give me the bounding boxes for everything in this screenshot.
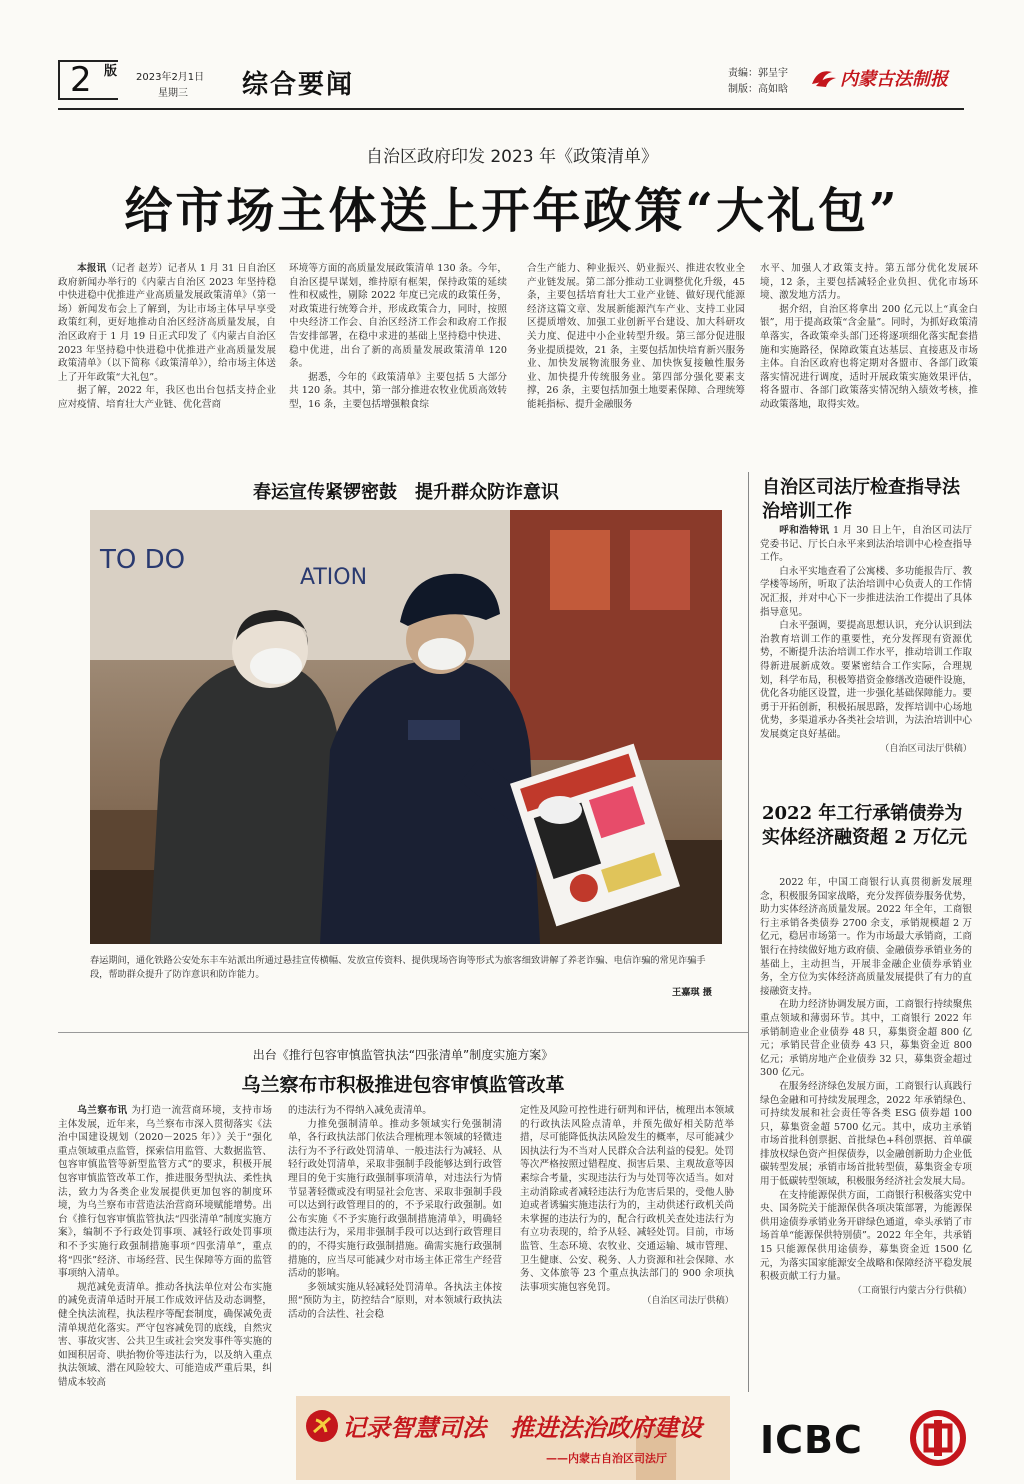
law-story-headline: 自治区司法厅检查指导法治培训工作 (762, 477, 960, 522)
paragraph: 环境等方面的高质量发展政策清单 130 条。今年，自治区提早谋划，维持原有框架，保持政策的延续性和权威性，剔除 2022 年度已完成的政策任务，对政策进行统筹合并，形成政策合力，同时，按照中央经济工作会、自治区经济工作会和政府工作报告安排部署，在稳中求进的基础上坚持稳中快进、稳中优进，出台了新的高质量发展政策清单 120 条。 (289, 263, 507, 370)
news-photo (90, 510, 722, 944)
icbc-story-body (760, 876, 972, 1297)
masthead-emblem-icon (812, 71, 836, 87)
lead-kicker: 自治区政府印发 2023 年《政策清单》 (365, 147, 659, 167)
dateline: 乌兰察布讯 (77, 1105, 128, 1116)
banner-text-left: TO DO (100, 545, 186, 575)
ulanqab-column-3 (520, 1104, 734, 1308)
banner-text-right: ATION (300, 565, 368, 590)
paragraph-text: 1 月 30 日上午，自治区司法厅党委书记、厅长白永平来到法治培训中心检查指导工作。 (760, 525, 972, 564)
section-title: 综合要闻 (242, 70, 355, 100)
source-credit: （工商银行内蒙古分行供稿） (852, 1284, 972, 1296)
law-story-body (760, 524, 972, 755)
icbc-emblem-icon (910, 1410, 966, 1466)
masthead-logo (810, 66, 970, 90)
paragraph-text: 为打造一流营商环境，支持市场主体发展，近年来，乌兰察布市深入贯彻落实《法治中国建设规划（2020－2025 年）》关于“强化重点领域重点监管，探索信用监管、大数据监管、包容审慎监管等新型监管方式”的要求，积极开展包容审慎监管改革工作，推进服务型执法、柔性执法，致力为各类企业发展提供更加包容的制度环境，为乌兰察布市营造法治营商环境赋能增势。出台《推行包容审慎监管执法“四张清单”制度实施方案》，编制不予行政处罚事项、减轻行政处罚事项和不予实施行政强制措施事项“四张清单”，重点将“四张”经济、市场经营、民生保障等方面的监管事项纳入清单。 (58, 1105, 273, 1280)
justice-bureau-banner (296, 1396, 730, 1480)
paragraph: 据了解，2022 年，我区也出台包括支持企业应对疫情、培育壮大产业链、优化营商 (58, 385, 276, 410)
header-divider (58, 108, 964, 110)
paragraph: 据悉，今年的《政策清单》主要包括 5 大部分共 120 条。其中，第一部分推进农牧业优质高效转型，16 条，主要包括增强粮食综 (289, 371, 507, 410)
page-number-box (58, 60, 118, 100)
paragraph: 在服务经济绿色发展方面，工商银行认真践行绿色金融和可持续发展理念，2022 年承销绿色、可持续发展和社会责任等各类 ESG 债券超 100 只，募集资金超 5700 亿元。其中，成功主承销市场首批科创票据、首批绿色+科创票据、首单碳排放权绿色资产担保债券，以金融创新助力企业低碳转型发展；承销市场首批转型债，募集资金专项用于低碳转型领域，积极服务经济社会发展大局。 (760, 1080, 972, 1188)
ulanqab-headline: 乌兰察布市积极推进包容审慎监管改革 (241, 1074, 565, 1096)
lead-column-1 (58, 262, 276, 412)
ulanqab-kicker: 出台《推行包容审慎监管执法“四张清单”制度实施方案》 (252, 1048, 554, 1062)
dateline: 本报讯 (77, 263, 107, 274)
section-divider (58, 1032, 748, 1033)
lead-headline: 给市场主体送上开年政策“大礼包” (124, 183, 900, 239)
lead-column-4 (760, 262, 978, 412)
page-unit: 版 (104, 64, 118, 79)
issue-date: 2023年2月1日 (136, 72, 205, 83)
photo-story-title: 春运宣传紧锣密鼓 提升群众防诈意识 (253, 482, 559, 503)
ulanqab-column-1 (58, 1104, 272, 1389)
paragraph: 水平、加强人才政策支持。第五部分优化发展环境，12 条，主要包括减轻企业负担、优化市场环境、激发地方活力。 (760, 263, 978, 302)
page-number: 2 (70, 60, 92, 100)
sidebar-divider (748, 472, 749, 1392)
lead-column-3 (527, 262, 745, 412)
lead-column-2 (289, 262, 507, 412)
paragraph: 多领域实施从轻减轻处罚清单。各执法主体按照“预防为主，防控结合”原则，对本领域行政执法活动的合法性、社会稳 (288, 1281, 502, 1320)
page-header (58, 60, 964, 108)
paragraph: 据介绍，自治区将拿出 200 亿元以上“真金白银”，用于提高政策“含金量”。同时，为抓好政策清单落实，各政策牵头部门还将逐项细化落实配套措施和实施路径，保障政策直达基层、直接惠及市场主体。自治区政府也将定期对各盟市、各部门政策落实情况进行调度，适时开展政策实施效果评估，将各盟市、各部门政策落实情况纳入绩效考核，推动政策落地，取得实效。 (760, 303, 978, 410)
icbc-story-headline: 2022 年工行承销债券为实体经济融资超 2 万亿元 (762, 803, 968, 848)
photo-caption: 春运期间，通化铁路公安处东丰车站派出所通过悬挂宣传横幅、发放宣传资料、提供现场咨询等形式为旅客细致讲解了养老诈骗、电信诈骗的常见诈骗手段，帮助群众提升了防诈意识和防诈能力。 (90, 955, 706, 980)
paragraph: 的违法行为不得纳入减免责清单。 (288, 1105, 432, 1116)
source-credit: （自治区司法厅供稿） (880, 742, 972, 754)
party-emblem-icon (306, 1410, 338, 1442)
masthead-title: 内蒙古法制报 (840, 69, 948, 90)
editor-credit: 责编：郭呈宇 (728, 68, 788, 79)
paragraph (58, 262, 276, 384)
paragraph: 在支持能源保供方面，工商银行积极落实党中央、国务院关于能源保供各项决策部署，为能源保供用途债券承销业务开辟绿色通道，牵头承销了市场首单“能源保供特别债”。2022 年全年，共承销 15 只能源保供用途债券，募集资金近 1500 亿元，为落实国家能源安全战略和保障经济平稳发展积极贡献工行力量。 (760, 1189, 972, 1283)
paragraph: 规范减免责清单。推动各执法单位对公布实施的减免责清单适时开展工作成效评估及动态调整，健全执法流程，执法程序等配套制度，确保减免责清单规范化落实。严守包容减免罚的底线，自然灾害、事故灾害、公共卫生或社会突发事件等实施的如囤积居奇、哄抬物价等违法行为，以及纳入重点执法领域、潜在风险较大、可能造成严重后果，纠错成本较高 (58, 1281, 272, 1388)
paragraph-text: （记者 赵芳）记者从 1 月 31 日自治区政府新闻办举行的《内蒙古自治区 2023 年坚持稳中快进稳中优推进产业高质量发展政策清单》（第一场）新闻发布会上了解到，为让市场主体早早享受政策红利，更好地推动自治区经济高质量发展，自治区政府于 1 月 19 日正式印发了《内蒙古自治区 2023 年坚持稳中快进稳中优推进产业高质量发展政策清单》（以下简称《政策清单》），给市场主体送上了开年政策“大礼包”。 (58, 263, 277, 383)
banner-title: 记录智慧司法 推进法治政府建设 (342, 1414, 702, 1442)
paragraph: 定性及风险可控性进行研判和评估，梳理出本领域的行政执法风险点清单，并预先做好相关防范举措，尽可能降低执法风险发生的概率，尽可能减少因执法行为不当对人民群众合法利益的侵犯。处罚等次严格按照过错程度、损害后果、主观故意等因素综合考量，实现违法行为与处罚等次适当。如对主动消除或者减轻违法行为危害后果的，受他人胁迫或者诱骗实施违法行为的，主动供述行政机关尚未掌握的违法行为的，配合行政机关查处违法行为有立功表现的，给予从轻、减轻处罚。目前，市场监管、生态环境、农牧业、交通运输、城市管理、卫生健康、公安、税务、人力资源和社会保障、水务、文体旅等 23 个重点执法部门的 900 余项执法事项实施包容免罚。 (520, 1105, 734, 1293)
photo-credit: 王嘉琪 摄 (672, 987, 712, 998)
icbc-wordmark: ICBC (760, 1418, 863, 1462)
producer-credit: 制版：高如晗 (728, 84, 788, 95)
paragraph: 合生产能力、种业振兴、奶业振兴、推进农牧业全产业链发展。第二部分推动工业调整优化升级，45 条，主要包括培育壮大工业产业链、做好现代能源经济这篇文章、发展新能源汽车产业、支持工业园区提质增效、加强工业创新平台建设、加大科研攻关力度、促进中小企业转型升级。第三部分促进服务业提质提效，21 条，主要包括加快培育新兴服务业、加快发展物流服务业、加快恢复接触性服务业、加快提升传统服务业。第四部分强化要素支撑，26 条，主要包括加强土地要素保障、合理统筹能耗指标、提升金融服务 (527, 263, 745, 410)
source-credit: （自治区司法厅供稿） (642, 1295, 734, 1307)
police-explaining-leaflet-image (90, 510, 722, 944)
banner-subtitle: ——内蒙古自治区司法厅 (546, 1452, 667, 1465)
paragraph (58, 1104, 272, 1281)
paragraph (760, 524, 972, 565)
icbc-ad (760, 1408, 970, 1478)
dateline: 呼和浩特讯 (779, 525, 830, 536)
paragraph: 白永平强调，要提高思想认识，充分认识到法治教育培训工作的重要性，充分发挥现有资源优势，不断提升法治培训工作水平，推动培训工作取得新进展新成效。要紧密结合工作实际，合理规划，科学布局，积极筹措资金修缮改造硬件设施，优化各功能区设置，进一步强化基础保障能力。要勇于开拓创新，积极拓展思路，发挥培训中心场地优势，多渠道承办各类社会培训，为法治培训中心发展奠定良好基础。 (760, 620, 972, 740)
issue-weekday: 星期三 (158, 88, 188, 99)
paragraph: 2022 年，中国工商银行认真贯彻新发展理念，积极服务国家战略，充分发挥债券服务优势，助力实体经济高质量发展。2022 年全年，工商银行主承销各类债券 2700 余支，承销规模超 2 万亿元，稳居市场第一。作为市场最大承销商，工商银行在持续做好地方政府债、金融债券承销业务的基础上，主动担当，开展非金融企业债券承销业务，全方位为实体经济高质量发展提供了有力的直接融资支持。 (760, 877, 972, 997)
ulanqab-column-2 (288, 1104, 502, 1322)
paragraph: 白永平实地查看了公寓楼、多功能报告厅、教学楼等场所，听取了法治培训中心负责人的工作情况汇报，并对中心下一步推进法治工作提出了具体指导意见。 (760, 565, 972, 618)
paragraph: 力推免强制清单。推动多领域实行免强制清单，各行政执法部门依法合理梳理本领域的轻微违法行为不予行政处罚清单、一般违法行为减轻、从轻行政处罚清单，采取非强制手段能够达到行政管理目的免于实施行政强制事项清单，对违法行为情节显著轻微或没有明显社会危害、采取非强制手段可以达到行政管理目的的，不予采取行政强制。如公布实施《不予实施行政强制措施清单》，明确轻微违法行为，采用非强制手段可以达到行政管理目的的，不得实施行政强制措施。确需实施行政强制措施的，应当尽可能减少对市场主体正常生产经营活动的影响。 (288, 1118, 502, 1280)
paragraph: 在助力经济协调发展方面，工商银行持续聚焦重点领域和薄弱环节。其中，工商银行 2022 年承销制造业企业债券 48 只，募集资金超 800 亿元；承销民营企业债券 43 只，募集资金近 800 亿元；承销房地产企业债券 32 只，募集资金超过 300 亿元。 (760, 999, 972, 1079)
